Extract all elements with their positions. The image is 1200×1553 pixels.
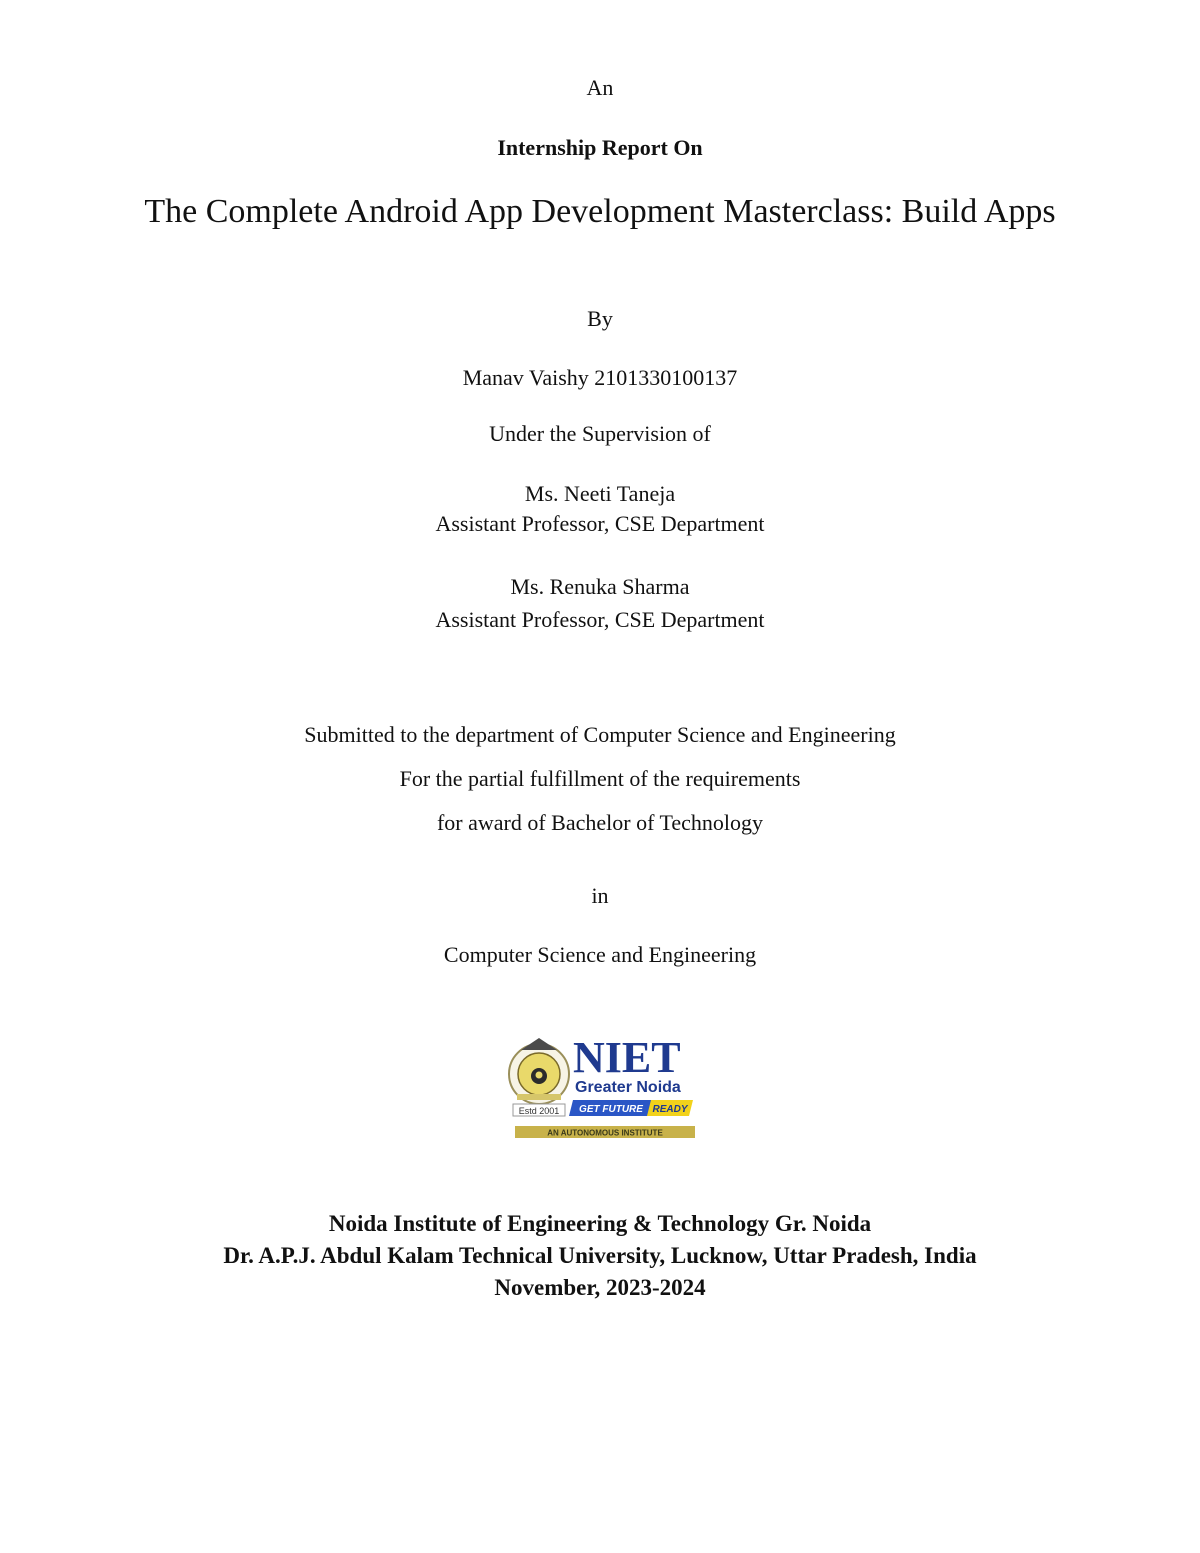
autonomous-banner-text: AN AUTONOMOUS INSTITUTE xyxy=(547,1128,663,1138)
tagline-badge xyxy=(569,1100,693,1116)
supervisor-2-role: Assistant Professor, CSE Department xyxy=(435,607,765,632)
estd-text: Estd 2001 xyxy=(518,1106,560,1116)
branch-name: Computer Science and Engineering xyxy=(443,942,757,967)
niet-emblem-icon xyxy=(509,1038,569,1116)
niet-logo-graphic xyxy=(503,1030,699,1140)
university-name: Dr. A.P.J. Abdul Kalam Technical University, Lucknow, Uttar Pradesh, India xyxy=(223,1243,977,1268)
submission-date: November, 2023-2024 xyxy=(494,1275,706,1300)
submission-line-1: Submitted to the department of Computer Science and Engineering xyxy=(304,722,896,747)
submission-line-2: For the partial fulfillment of the requirements xyxy=(399,766,801,791)
niet-subtitle: Greater Noida xyxy=(575,1079,681,1096)
supervisor-1-name: Ms. Neeti Taneja xyxy=(524,481,676,506)
niet-wordmark: NIET xyxy=(573,1033,681,1082)
tagline-part-b: READY xyxy=(652,1104,688,1115)
tagline-part-a: GET FUTURE xyxy=(579,1104,643,1115)
submission-line-3: for award of Bachelor of Technology xyxy=(436,810,764,835)
niet-logo xyxy=(503,1030,699,1140)
institute-name: Noida Institute of Engineering & Technology Gr. Noida xyxy=(328,1211,872,1236)
report-label: Internship Report On xyxy=(497,135,703,160)
by-label: By xyxy=(587,306,613,331)
report-title: The Complete Android App Development Masterclass: Build Apps xyxy=(144,193,1056,230)
in-label: in xyxy=(591,883,609,908)
supervisor-2-name: Ms. Renuka Sharma xyxy=(510,574,690,599)
intro-an: An xyxy=(586,75,614,100)
author-name-id: Manav Vaishy 2101330100137 xyxy=(462,365,738,390)
supervisor-1-role: Assistant Professor, CSE Department xyxy=(435,511,765,536)
supervision-label: Under the Supervision of xyxy=(489,421,711,446)
